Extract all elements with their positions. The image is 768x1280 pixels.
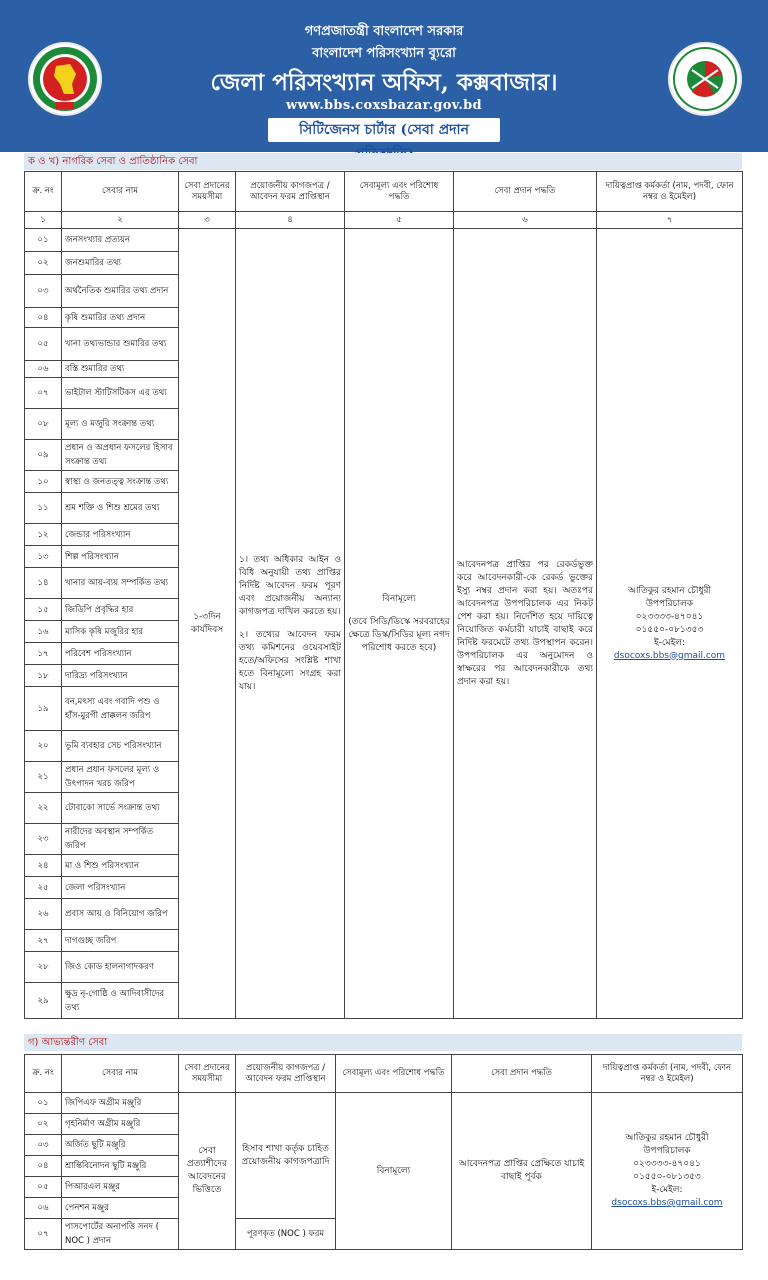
row-number: ১৬	[25, 621, 62, 643]
col-header-timeline: সেবা প্রদানের সময়সীমা	[179, 172, 236, 212]
officer-email-label: ই-মেইল:	[654, 637, 685, 648]
service-name: শ্রম শক্তি ও শিশু শ্রমের তথ্য	[62, 493, 179, 524]
row-number: ২৪	[25, 855, 62, 877]
column-number: ১	[25, 212, 62, 229]
column-number: ৩	[179, 212, 236, 229]
column-number: ৪	[236, 212, 345, 229]
section2-table	[24, 1054, 743, 1250]
col-header-service-name: সেবার নাম	[62, 1055, 179, 1093]
section2-title: গ) আভ্যন্তরীণ সেবা	[24, 1034, 742, 1051]
row-number: ০১	[25, 229, 62, 252]
service-name: শ্রান্তিবিনোদন ছুটি মঞ্জুরি	[62, 1156, 179, 1177]
row-number: ০৫	[25, 1177, 62, 1198]
row-number: ২৭	[25, 930, 62, 952]
fee-free: বিনামূল্যে	[382, 593, 416, 604]
row-number: ১৭	[25, 643, 62, 665]
row-number: ০৩	[25, 1135, 62, 1156]
col-header-documents: প্রয়োজনীয় কাগজপত্র / আবেদন ফরম প্রাপ্তিস্থান	[236, 1055, 336, 1093]
col-header-documents: প্রয়োজনীয় কাগজপত্র / আবেদন ফরম প্রাপ্তিস্থান	[236, 172, 345, 212]
section2-header-row	[25, 1055, 743, 1093]
officer-designation: উপপরিচালক	[645, 598, 694, 609]
service-name: জিডিপি প্রবৃদ্ধির হার	[62, 599, 179, 621]
service-method: আবেদনপত্র প্রাপ্তির পর রেকর্ডভুক্ত করে আবেদনকারী-কে রেকর্ড ভুক্তের ইস্যু নম্বর প্রদান করা হয়। অতঃপর আবেদনপত্র উপপরিচালক এর নিকট পেশ করা হয়। নির্দেশিত হয়ে দায়িত্বে নিয়োজিত কর্মচারী যাচাই বাছাই করে নির্দিষ্ট ফরমেটে তথ্য উপস্থাপন করেন। উপপরিচালক এর অনুমোদন ও স্বাক্ষরের পর আবেদনকারীকে তথ্য প্রদান করা হয়।	[454, 229, 597, 1019]
officer-phone-2: ০১৫৫০-০৮১৩৫৩	[635, 624, 704, 635]
header-government: গণপ্রজাতন্ত্রী বাংলাদেশ সরকার	[304, 24, 464, 39]
service-name: জিপিএফ অগ্রীম মঞ্জুরি	[62, 1093, 179, 1114]
header	[0, 0, 768, 152]
row-number: ০৯	[25, 440, 62, 471]
row-number: ২১	[25, 762, 62, 793]
officer-email-link[interactable]: dsocoxs.bbs@gmail.com	[613, 650, 726, 661]
row-number: ০৪	[25, 308, 62, 328]
row-number: ১৩	[25, 546, 62, 568]
column-number: ২	[62, 212, 179, 229]
header-bureau: বাংলাদেশ পরিসংখ্যান ব্যুরো	[312, 46, 456, 61]
row-number: ২০	[25, 731, 62, 762]
row-number: ০৮	[25, 409, 62, 440]
row-number: ১২	[25, 524, 62, 546]
service-name: ভূমি ব্যবহার সেচ পরিসংখ্যান	[62, 731, 179, 762]
row-number: ০৬	[25, 361, 62, 378]
row-number: ২৮	[25, 952, 62, 983]
row-number: ১১	[25, 493, 62, 524]
service-name: ভাইটাল স্টাটিসটিকস এর তথ্য	[62, 378, 179, 409]
header-office-title: জেলা পরিসংখ্যান অফিস, কক্সবাজার।	[210, 69, 558, 96]
responsible-officer	[597, 229, 743, 1019]
service-name: মাসিক কৃষি মজুরির হার	[62, 621, 179, 643]
service-name: বন,মৎস্য এবং গবাদি পশু ও হাঁস-মুরগী প্রাক্কলন জরিপ	[62, 687, 179, 731]
row-number: ০৭	[25, 1219, 62, 1250]
responsible-officer	[592, 1093, 743, 1250]
table-row	[25, 229, 743, 252]
officer-email-link[interactable]: dsocoxs.bbs@gmail.com	[611, 1198, 723, 1208]
noc-form-document: পূরণকৃত (NOC ) ফরম	[236, 1219, 336, 1250]
service-name: মা ও শিশু পরিসংখ্যান	[62, 855, 179, 877]
col-header-service-name: সেবার নাম	[62, 172, 179, 212]
row-number: ০৫	[25, 328, 62, 361]
row-number: ২৬	[25, 899, 62, 930]
service-name: প্রধান ও অপ্রধান ফসলের হিসাব সংক্রান্ত তথ্য	[62, 440, 179, 471]
section1-header-row	[25, 172, 743, 212]
col-header-serial: ক্র. নং	[25, 1055, 62, 1093]
row-number: ০৭	[25, 378, 62, 409]
officer-phone-2: ০১৫৫০-০৮১৩৫৩	[633, 1172, 701, 1182]
section1-table	[24, 171, 743, 1019]
service-name: জেলা পরিসংখ্যান	[62, 877, 179, 899]
service-name: গৃহনির্মাণ অগ্রীম মঞ্জুরি	[62, 1114, 179, 1135]
service-name: জনশুমারির তথ্য	[62, 252, 179, 275]
documents-paragraph-1: ১। তথ্য অধিকার আইন ও বিধি অনুযায়ী তথ্য প্রাপ্তির নির্দিষ্ট আবেদন ফরম পূরণ এবং প্রয়োজনীয় অন্যান্য কাগজপত্র দাখিল করতে হয়।	[239, 554, 341, 617]
service-name: দারিদ্র্য পরিসংখ্যান	[62, 665, 179, 687]
bbs-logo	[668, 42, 742, 116]
col-header-method: সেবা প্রদান পদ্ধতি	[452, 1055, 592, 1093]
row-number: ১৪	[25, 568, 62, 599]
col-header-fee: সেবামূল্য এবং পরিশোধ পদ্ধতি	[345, 172, 454, 212]
column-number: ৭	[597, 212, 743, 229]
service-name: টোবাকো সার্ভে সংক্রান্ত তথ্য	[62, 793, 179, 824]
service-name: জিও কোড হালনাগাদকরণ	[62, 952, 179, 983]
service-name: কৃষি শুমারির তথ্য প্রদান	[62, 308, 179, 328]
row-number: ১৮	[25, 665, 62, 687]
column-number: ৫	[345, 212, 454, 229]
row-number: ২৫	[25, 877, 62, 899]
col-header-officer: দায়িত্বপ্রাপ্ত কর্মকর্তা (নাম, পদবী, ফোন নম্বর ও ইমেইল)	[597, 172, 743, 212]
table-row	[25, 1093, 743, 1114]
service-name: জনসংখ্যার প্রত্যয়ন	[62, 229, 179, 252]
officer-phone-1: ০২৩৩৩৩-৪৭০৪১	[635, 611, 704, 622]
service-method: আবেদনপত্র প্রাপ্তির প্রেক্ষিতে যাচাই বাছাই পূর্বক	[452, 1093, 592, 1250]
service-name: বস্তি শুমারির তথ্য	[62, 361, 179, 378]
officer-designation: উপপরিচালক	[643, 1146, 691, 1156]
column-number-row	[25, 212, 743, 229]
col-header-fee: সেবামূল্য এবং পরিশোধ পদ্ধতি	[336, 1055, 452, 1093]
service-name: দাগগুচ্ছ জরিপ	[62, 930, 179, 952]
row-number: ২৩	[25, 824, 62, 855]
col-header-serial: ক্র. নং	[25, 172, 62, 212]
section1-title: ক ও খ) নাগরিক সেবা ও প্রাতিষ্ঠানিক সেবা	[24, 153, 742, 170]
service-timeline: ১-৩দিন কার্যদিবস	[179, 229, 236, 1019]
row-number: ০২	[25, 252, 62, 275]
col-header-method: সেবা প্রদান পদ্ধতি	[454, 172, 597, 212]
row-number: ০১	[25, 1093, 62, 1114]
row-number: ০৩	[25, 275, 62, 308]
required-documents	[236, 229, 345, 1019]
officer-name: আতিকুর রহমান চৌধুরী	[627, 585, 712, 596]
officer-name: আতিকুর রহমান চৌধুরী	[625, 1133, 709, 1143]
officer-phone-1: ০২৩৩৩৩-৪৭০৪১	[633, 1159, 701, 1169]
service-name: স্বাস্থ্য ও জনতত্ত্ব সংক্রান্ত তথ্য	[62, 471, 179, 493]
row-number: ১৯	[25, 687, 62, 731]
row-number: ০৬	[25, 1198, 62, 1219]
officer-email-label: ই-মেইল:	[651, 1185, 683, 1195]
service-timeline: সেবা প্রত্যাশীদের আবেদনের ভিত্তিতে	[179, 1093, 236, 1250]
service-fee: বিনামূল্যে	[336, 1093, 452, 1250]
service-fee	[345, 229, 454, 1019]
citizen-charter-banner: সিটিজেনস চার্টার (সেবা প্রদান	[268, 118, 500, 142]
service-name: খানা তথ্যভান্ডার শুমারির তথ্য	[62, 328, 179, 361]
service-name: অর্থনৈতিক শুমারির তথ্য প্রদান	[62, 275, 179, 308]
row-number: ০৪	[25, 1156, 62, 1177]
service-name: প্রবাস আয় ও বিনিয়োগ জরিপ	[62, 899, 179, 930]
row-number: ১০	[25, 471, 62, 493]
service-name: পেনশন মঞ্জুর	[62, 1198, 179, 1219]
row-number: ১৫	[25, 599, 62, 621]
service-name: ক্ষুদ্র নৃ-গোষ্ঠি ও আদিবাসীদের তথ্য	[62, 983, 179, 1019]
col-header-timeline: সেবা প্রদানের সময়সীমা	[179, 1055, 236, 1093]
header-website[interactable]: www.bbs.coxsbazar.gov.bd	[286, 98, 482, 113]
column-number: ৬	[454, 212, 597, 229]
row-number: ২২	[25, 793, 62, 824]
service-name: প্রধান প্রধান ফসলের মূল্য ও উৎপাদন খরচ জরিপ	[62, 762, 179, 793]
fee-note: (তবে সিডি/ডিস্কে সরবরাহের ক্ষেত্রে ডিস্ক/সিডির মূল্য নগদ পরিশোধ করতে হবে)	[348, 616, 450, 653]
service-name: নারীদের অবস্থান সম্পর্কিত জরিপ	[62, 824, 179, 855]
service-name: জেন্ডার পরিসংখ্যান	[62, 524, 179, 546]
service-name: পরিবেশ পরিসংখ্যান	[62, 643, 179, 665]
col-header-officer: দায়িত্বপ্রাপ্ত কর্মকর্তা (নাম, পদবী, ফোন নম্বর ও ইমেইল)	[592, 1055, 743, 1093]
service-name: খানার আয়-ব্যয় সম্পর্কিত তথ্য	[62, 568, 179, 599]
documents-paragraph-2: ২। তথ্যের আবেদন ফরম তথ্য কমিশনের ওয়েবসাইট হতে/অফিসের সংশ্লিষ্ট শাখা হতে বিনামূল্যে সংগ্রহ করা যায়।	[239, 629, 341, 692]
row-number: ০২	[25, 1114, 62, 1135]
service-name: মূল্য ও মজুরি সংক্রান্ত তথ্য	[62, 409, 179, 440]
service-name: পাসপোর্টের অনাপত্তি সনদ ( NOC ) প্রদান	[62, 1219, 179, 1250]
required-documents: হিসাব শাখা কর্তৃক চাহিত প্রয়োজনীয় কাগজপত্রাদি	[236, 1093, 336, 1219]
service-name: পিআরএল মঞ্জুর	[62, 1177, 179, 1198]
service-name: শিল্প পরিসংখ্যান	[62, 546, 179, 568]
row-number: ২৯	[25, 983, 62, 1019]
service-name: অর্জিত ছুটি মঞ্জুরি	[62, 1135, 179, 1156]
